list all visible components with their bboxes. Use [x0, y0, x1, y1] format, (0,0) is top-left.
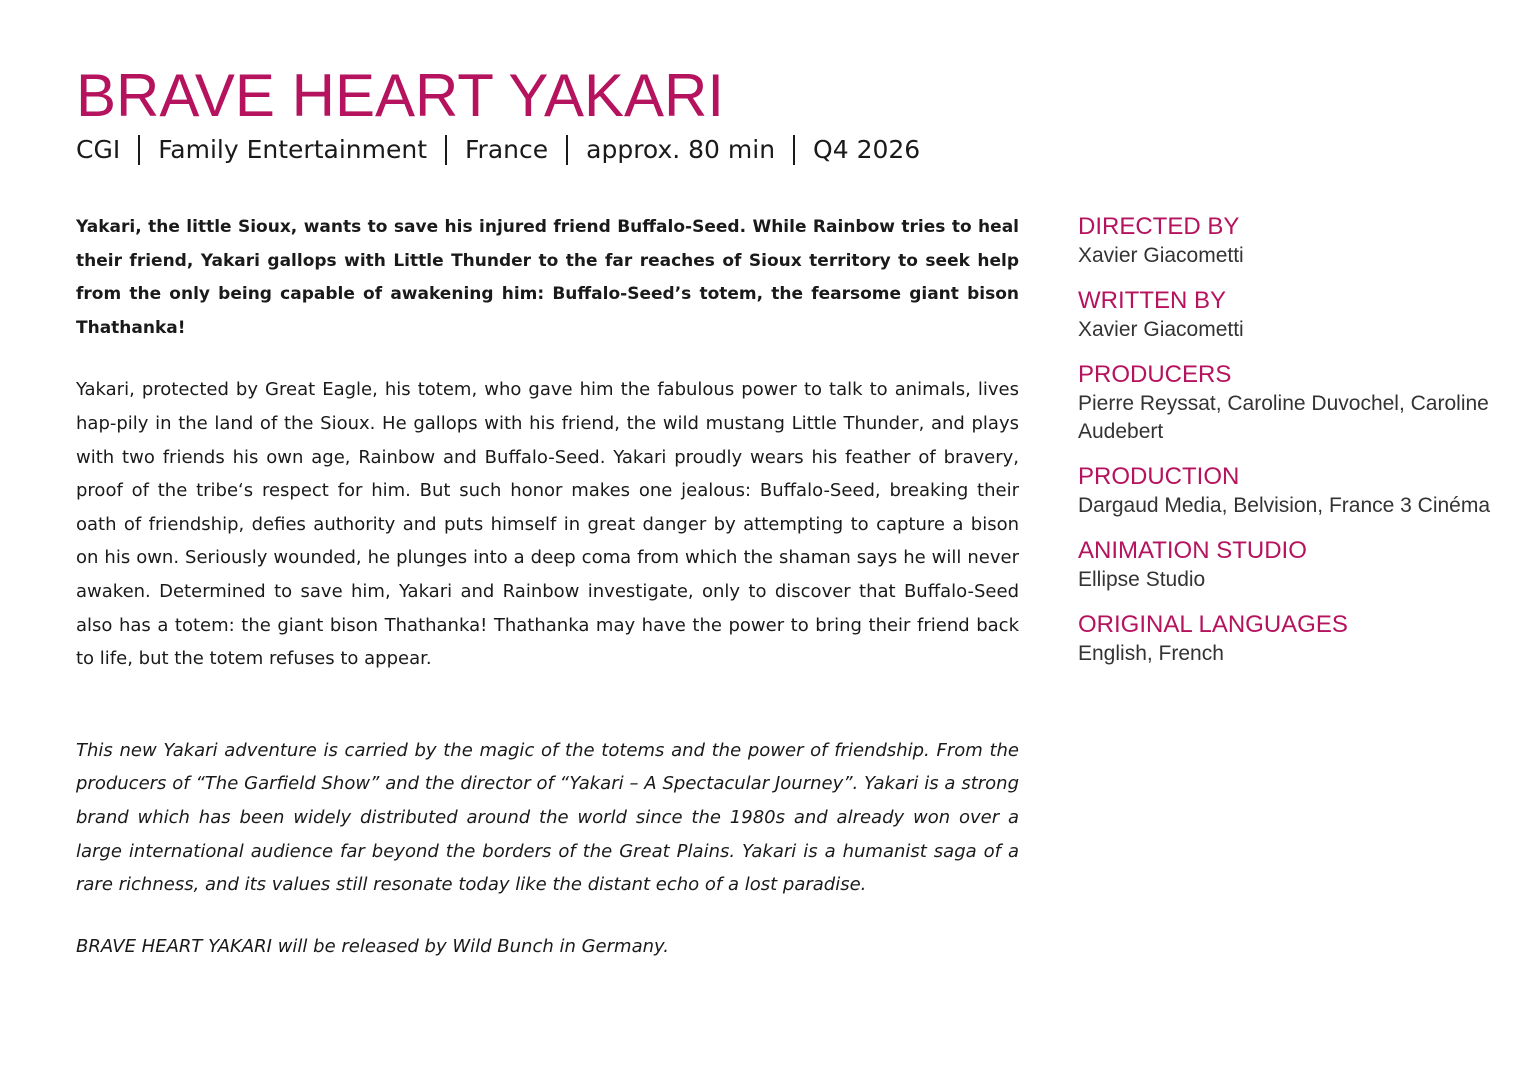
credit-written-by: [1078, 286, 1498, 344]
credit-label: PRODUCERS: [1078, 361, 1232, 388]
meta-divider: [138, 135, 140, 165]
credits-sidebar: [1078, 212, 1498, 684]
credit-value: Xavier Giacometti: [1078, 244, 1244, 267]
credit-value: Xavier Giacometti: [1078, 318, 1244, 341]
credit-label: ORIGINAL LANGUAGES: [1078, 611, 1348, 638]
synopsis-intro: Yakari, the little Sioux, wants to save his injured friend Buffalo-Seed. While Rainbow tries to heal their friend, Yakari gallops with Little Thunder to the far reaches of Sioux territory to seek help from the only being capable of awakening him: Buffalo-Seed’s totem, the fearsome giant bison Thathanka!: [76, 217, 1019, 338]
credit-value: Ellipse Studio: [1078, 568, 1206, 591]
meta-divider: [793, 135, 795, 165]
credit-animation-studio: [1078, 536, 1498, 594]
release-note: BRAVE HEART YAKARI will be released by Wild Bunch in Germany.: [76, 935, 669, 957]
credit-label: PRODUCTION: [1078, 463, 1240, 490]
credit-directed-by: [1078, 212, 1498, 270]
credit-production: [1078, 462, 1498, 520]
meta-divider: [445, 135, 447, 165]
meta-divider: [566, 135, 568, 165]
meta-release-date: Q4 2026: [813, 135, 921, 164]
credit-original-languages: [1078, 610, 1498, 668]
meta-runtime: approx. 80 min: [586, 135, 776, 164]
credit-label: DIRECTED BY: [1078, 213, 1240, 240]
synopsis: [76, 211, 1019, 963]
credit-label: ANIMATION STUDIO: [1078, 537, 1307, 564]
credit-value: Dargaud Media, Belvision, France 3 Cinéma: [1078, 494, 1491, 517]
credit-label: WRITTEN BY: [1078, 287, 1226, 314]
meta-format: CGI: [76, 135, 121, 164]
credit-producers: [1078, 360, 1498, 446]
meta-country: France: [465, 135, 549, 164]
meta-genre: Family Entertainment: [158, 135, 427, 164]
meta-bar: [76, 132, 920, 168]
page-title: BRAVE HEART YAKARI: [76, 62, 725, 129]
synopsis-body: Yakari, protected by Great Eagle, his totem, who gave him the fabulous power to talk to animals, lives hap-pily in the land of the Sioux. He gallops with his friend, the wild mustang Little Thunder, and plays with two friends his own age, Rainbow and Buffalo-Seed. Yakari proudly wears his feather of bravery, proof of the tribe‘s respect for him. But such honor makes one jealous: Buffalo-Seed, breaking their oath of friendship, defies authority and puts himself in great danger by attempting to capture a bison on his own. Seriously wounded, he plunges into a deep coma from which the shaman says he will never awaken. Determined to save him, Yakari and Rainbow investigate, only to discover that Buffalo-Seed also has a totem: the giant bison Thathanka! Thathanka may have the power to bring their friend back to life, but the totem refuses to appear.: [76, 379, 1019, 670]
synopsis-pitch: This new Yakari adventure is carried by the magic of the totems and the power of friendship. From the producers of “The Garfield Show” and the director of “Yakari – A Spectacular Journey”. Yakari is a strong brand which has been widely distributed around the world since the 1980s and already won over a large international audience far beyond the borders of the Great Plains. Yakari is a humanist saga of a rare richness, and its values still resonate today like the distant echo of a lost paradise.: [76, 739, 1019, 896]
credit-value: Pierre Reyssat, Caroline Duvochel, Caroline Audebert: [1078, 392, 1489, 443]
credit-value: English, French: [1078, 642, 1224, 665]
